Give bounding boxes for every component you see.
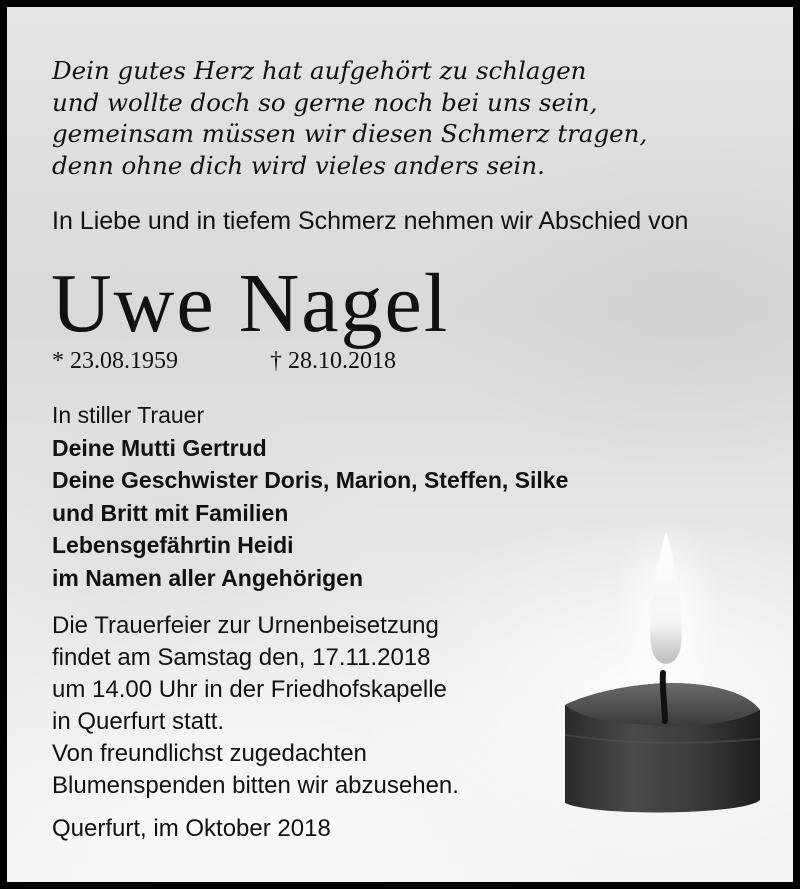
mourner-line: im Namen aller Angehörigen xyxy=(52,564,363,591)
farewell-intro: In Liebe und in tiefem Schmerz nehmen wir Abschied von xyxy=(52,207,689,235)
service-line: Die Trauerfeier zur Urnenbeisetzung xyxy=(52,612,439,639)
service-info xyxy=(52,610,459,802)
poem-line: Dein gutes Herz hat aufgehört zu schlagen xyxy=(52,56,587,85)
poem-line: und wollte doch so gerne noch bei uns sein, xyxy=(52,87,598,117)
service-line: findet am Samstag den, 17.11.2018 xyxy=(52,644,431,671)
deceased-name: Uwe Nagel xyxy=(51,257,450,350)
death-date: † 28.10.2018 xyxy=(270,348,396,374)
poem xyxy=(52,55,647,181)
service-line: in Querfurt statt. xyxy=(52,708,225,735)
mourners-block xyxy=(52,399,568,594)
candle-icon xyxy=(555,525,775,825)
life-dates xyxy=(52,348,396,375)
poem-line: gemeinsam müssen wir diesen Schmerz tragen, xyxy=(52,119,648,148)
mourner-line: Lebensgefährtin Heidi xyxy=(52,532,294,558)
service-line: Blumenspenden bitten wir abzusehen. xyxy=(52,772,459,799)
mourner-line: Deine Geschwister Doris, Marion, Steffen, Silke xyxy=(52,467,569,493)
mourner-line: Deine Mutti Gertrud xyxy=(52,434,267,461)
mourner-line: und Britt mit Familien xyxy=(52,499,289,526)
mourners-heading: In stiller Trauer xyxy=(52,402,205,428)
service-line: um 14.00 Uhr in der Friedhofskapelle xyxy=(52,676,447,703)
birth-date: * 23.08.1959 xyxy=(52,348,178,374)
poem-line: denn ohne dich wird vieles anders sein. xyxy=(52,150,545,180)
place-and-date: Querfurt, im Oktober 2018 xyxy=(52,815,331,842)
service-line: Von freundlichst zugedachten xyxy=(52,740,367,767)
